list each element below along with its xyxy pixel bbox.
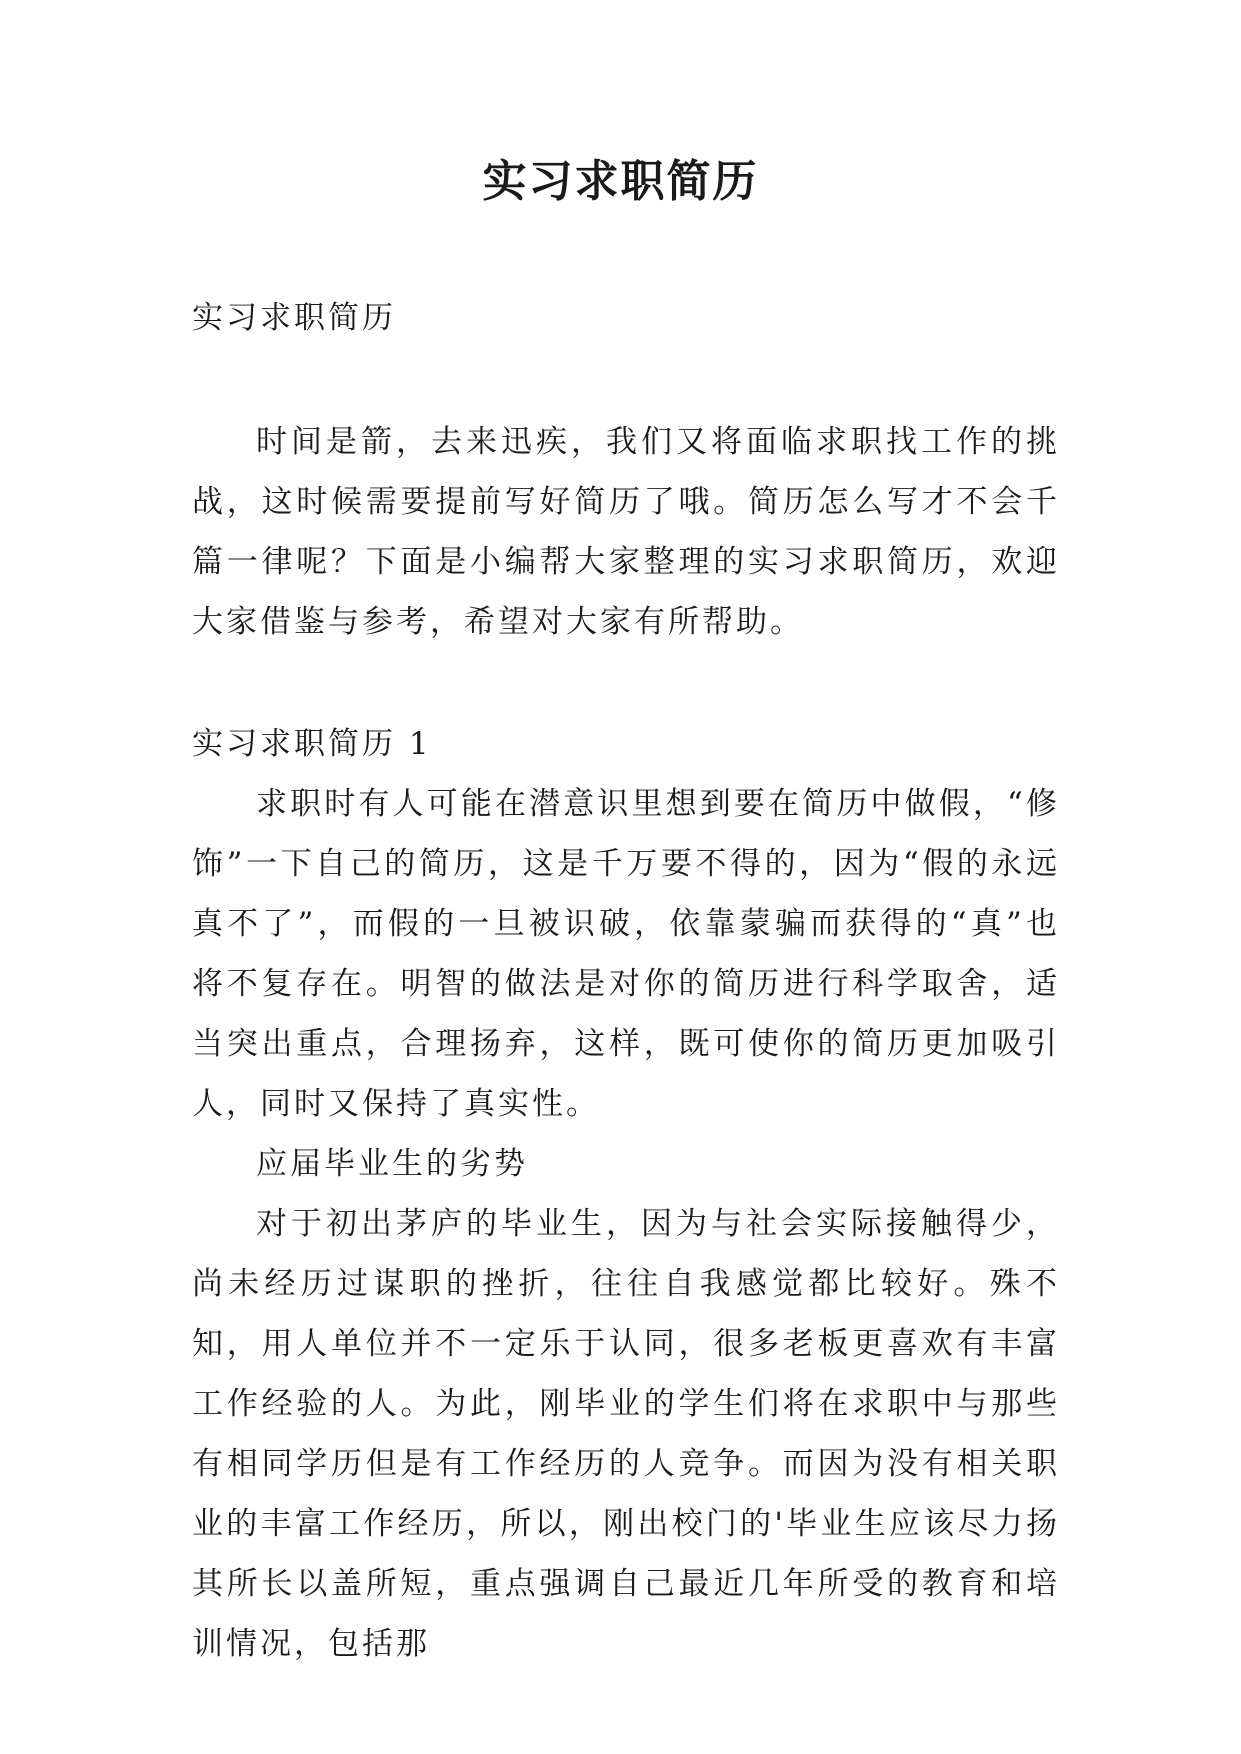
spacer — [192, 652, 1060, 714]
spacer — [192, 348, 1060, 410]
document-subtitle: 实习求职简历 — [192, 300, 396, 336]
section-subheading: 应届毕业生的劣势 — [256, 1146, 528, 1182]
body-paragraph: 对于初出茅庐的毕业生，因为与社会实际接触得少，尚未经历过谋职的挫折，往往自我感觉都比较好。殊不知，用人单位并不一定乐于认同，很多老板更喜欢有丰富工作经验的人。为此，刚毕业的学生们将在求职中与那些有相同学历但是有工作经历的人竞争。而因为没有相关职业的丰富工作经历，所以，刚出校门的'毕业生应该尽力扬其所长以盖所短，重点强调自己最近几年所受的教育和培训情况，包括那 — [192, 1206, 1060, 1662]
section-heading: 实习求职简历 1 — [192, 726, 432, 762]
body-paragraph: 求职时有人可能在潜意识里想到要在简历中做假，“修饰”一下自己的简历，这是千万要不得的，因为“假的永远真不了”，而假的一旦被识破，依靠蒙骗而获得的“真”也将不复存在。明智的做法是对你的简历进行科学取舍，适当突出重点，合理扬弃，这样，既可使你的简历更加吸引人，同时又保持了真实性。 — [192, 786, 1060, 1122]
document-title: 实习求职简历 — [482, 156, 759, 207]
document-body — [192, 288, 1060, 1674]
intro-paragraph: 时间是箭，去来迅疾，我们又将面临求职找工作的挑战，这时候需要提前写好简历了哦。简历怎么写才不会千篇一律呢？下面是小编帮大家整理的实习求职简历，欢迎大家借鉴与参考，希望对大家有所帮助。 — [192, 424, 1060, 640]
